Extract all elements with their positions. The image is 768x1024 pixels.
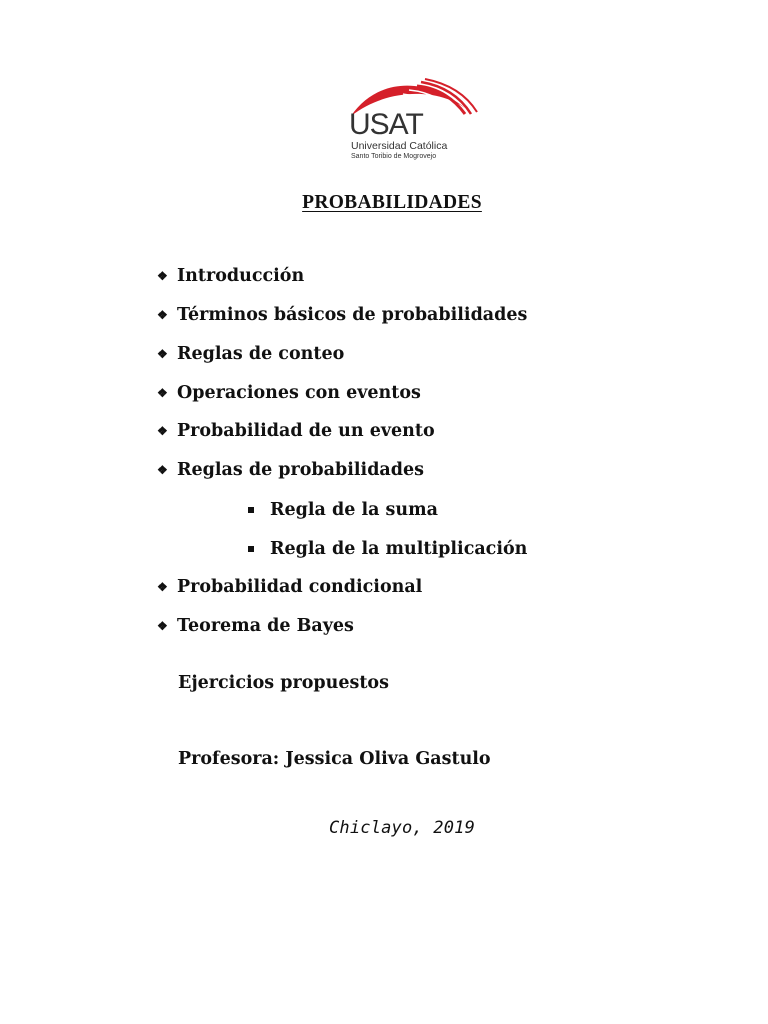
exercises-label: Ejercicios propuestos: [178, 673, 389, 693]
list-item: [157, 342, 344, 366]
list-item-label: Operaciones con eventos: [177, 383, 421, 403]
teacher-name: Profesora: Jessica Oliva Gastulo: [178, 749, 491, 769]
list-item: [157, 381, 421, 405]
diamond-bullet-icon: ❖: [157, 347, 168, 361]
list-item: [157, 419, 435, 443]
diamond-bullet-icon: ❖: [157, 580, 168, 594]
square-bullet-icon: [248, 546, 254, 552]
diamond-bullet-icon: ❖: [157, 619, 168, 633]
list-item-label: Probabilidad de un evento: [177, 421, 435, 441]
logo-university-name: Universidad Católica: [351, 140, 448, 152]
diamond-bullet-icon: ❖: [157, 308, 168, 322]
list-item: [157, 575, 422, 599]
diamond-bullet-icon: ❖: [157, 269, 168, 283]
sub-list-item: [248, 537, 527, 561]
list-item: [157, 458, 424, 482]
list-item-label: Reglas de conteo: [177, 344, 345, 364]
list-item: [157, 303, 527, 327]
list-item-label: Probabilidad condicional: [177, 577, 423, 597]
list-item: [157, 264, 304, 288]
logo-university-subname: Santo Toribio de Mogrovejo: [351, 153, 437, 160]
city-year: Chiclayo, 2019: [328, 818, 476, 838]
logo-wordmark: USAT: [349, 108, 423, 141]
list-item-label: Reglas de probabilidades: [177, 460, 424, 480]
document-title: PROBABILIDADES: [302, 192, 482, 213]
diamond-bullet-icon: ❖: [157, 424, 168, 438]
list-item-label: Términos básicos de probabilidades: [177, 305, 528, 325]
list-item: [157, 614, 354, 638]
sub-list-item-label: Regla de la multiplicación: [270, 539, 528, 559]
usat-logo: [347, 78, 482, 170]
square-bullet-icon: [248, 507, 254, 513]
diamond-bullet-icon: ❖: [157, 386, 168, 400]
sub-list-item: [248, 498, 438, 522]
sub-list-item-label: Regla de la suma: [270, 500, 438, 520]
list-item-label: Teorema de Bayes: [177, 616, 354, 636]
diamond-bullet-icon: ❖: [157, 463, 168, 477]
list-item-label: Introducción: [177, 266, 305, 286]
